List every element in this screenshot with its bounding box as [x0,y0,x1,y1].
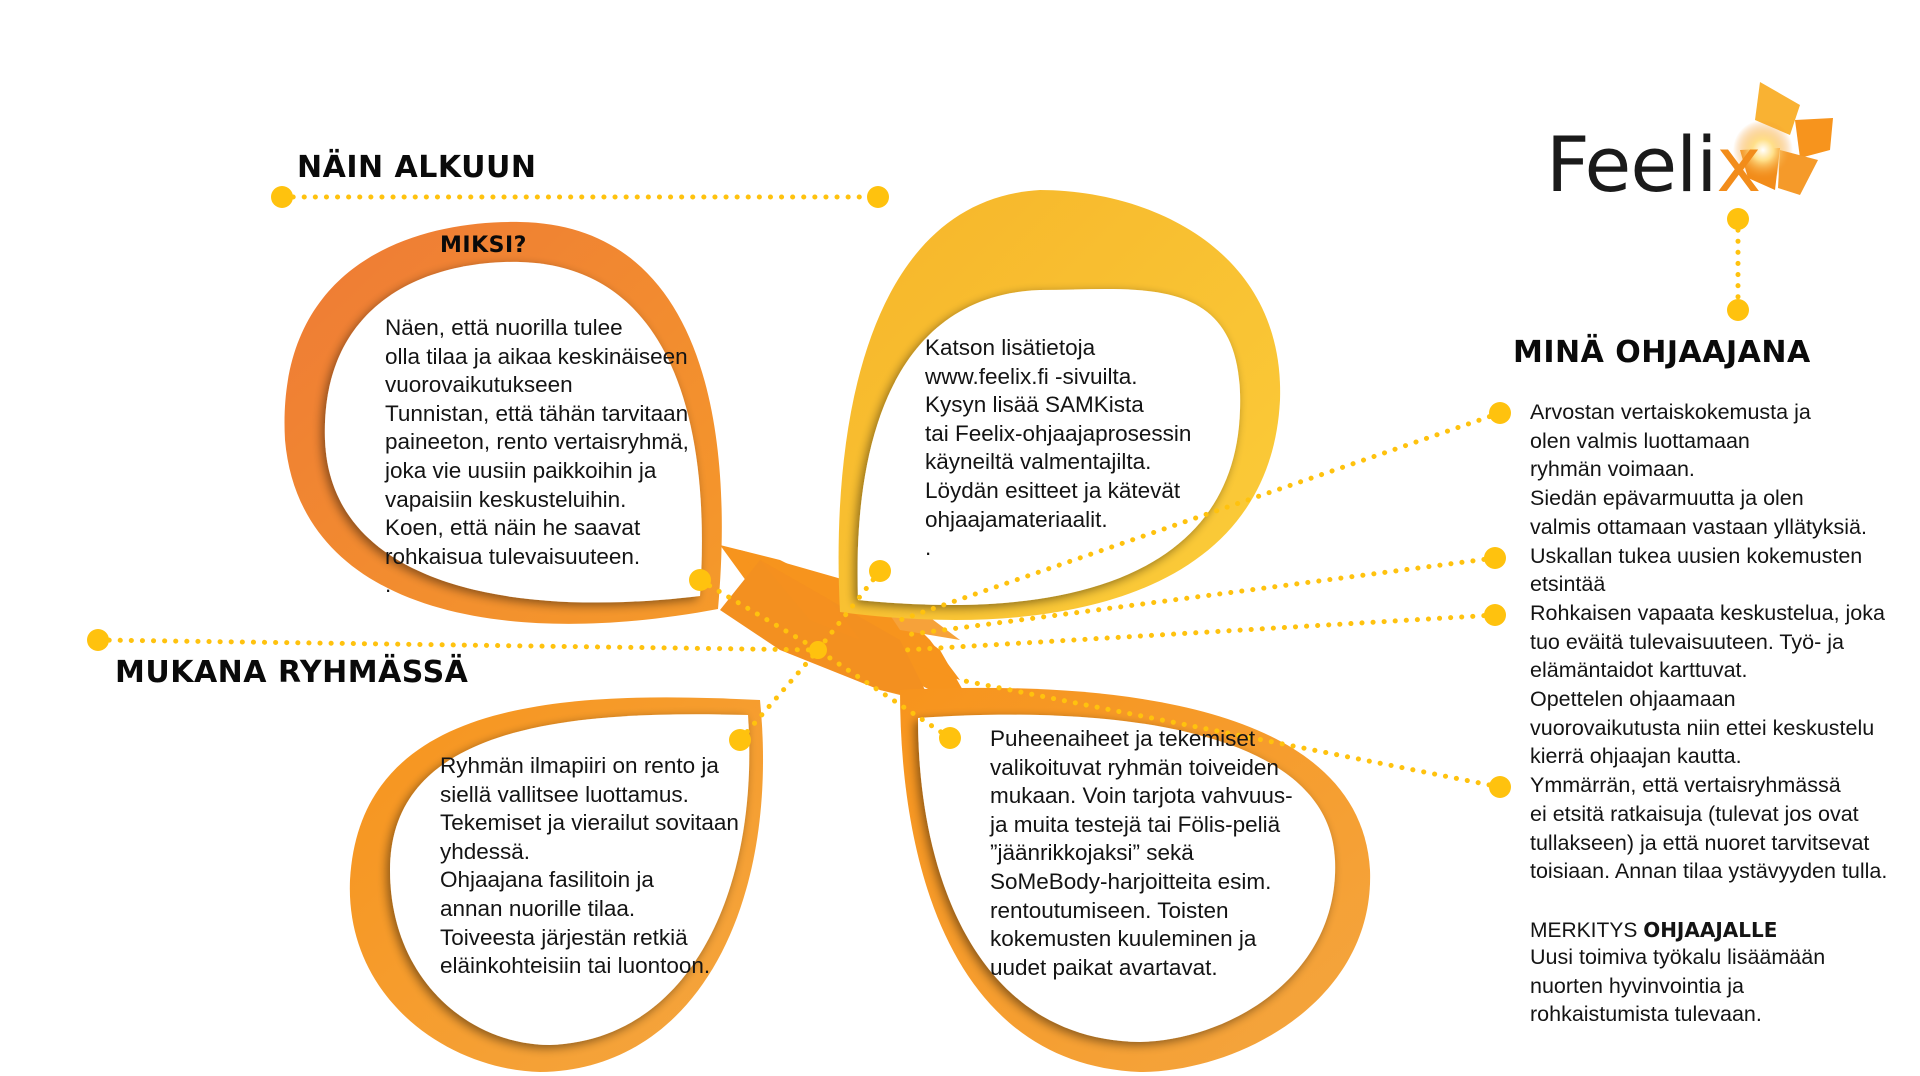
petal-bottom-left-text: Ryhmän ilmapiiri on rento ja siellä vallitsee luottamus. Tekemiset ja vierailut sovitaan yhdessä. Ohjaajana fasilitoin ja annan nuorille tilaa. Toiveesta järjestän retkiä eläinkohteisiin tai luontoon. [440,753,739,979]
logo-x-letter: x [1716,120,1761,209]
petal-top-right-text: Katson lisätietoja www.feelix.fi -sivuilta. Kysyn lisää SAMKista tai Feelix-ohjaajaprosessin käyneiltä valmentajilta. Löydän esitteet ja kätevät ohjaajamateriaalit. . [925,335,1192,561]
merkitys-heading [1530,918,1825,943]
ohjaajana-text: Arvostan vertaiskokemusta ja olen valmis luottamaan ryhmän voimaan. Siedän epävarmuutta ja olen valmis ottamaan vastaan yllätyksiä. Uskallan tukea uusien kokemusten etsintää Rohkaisen vapaata keskustelua, joka tuo eväitä tulevaisuuteen. Työ- ja elämäntaidot karttuvat. Opettelen ohjaamaan vuorovaikutusta niin ettei keskustelu kierrä ohjaajan kautta. Ymmärrän, että vertaisryhmässä ei etsitä ratkaisuja (tulevat jos ovat tullakseen) ja että nuoret tarvitsevat toisiaan. Annan tilaa ystävyyden tulla. [1530,400,1888,884]
petal-bottom-right-text: Puheenaiheet ja tekemiset valikoituvat ryhmän toiveiden mukaan. Voin tarjota vahvuus- ja muita testejä tai Fölis-peliä ”jäänrikkojaksi” sekä SoMeBody-harjoitteita esim. rentoutumiseen. Toisten kokemusten kuuleminen ja uudet paikat avartavat. [990,726,1293,980]
heading-miksi: MIKSI? [440,233,527,258]
merkitys-text: Uusi toimiva työkalu lisäämään nuorten hyvinvointia ja rohkaistumista tulevaan. [1530,945,1826,1027]
logo-word: Feeli [1546,120,1717,209]
merkitys-block [1530,918,1825,1029]
heading-mukana-ryhmassa: MUKANA RYHMÄSSÄ [115,655,469,690]
heading-nain-alkuun: NÄIN ALKUUN [297,150,537,185]
heading-mina-ohjaajana: MINÄ OHJAAJANA [1513,335,1811,370]
merkitys-prefix: MERKITYS [1530,919,1644,942]
merkitys-bold: OHJAAJALLE [1643,918,1778,942]
feelix-logo [1546,120,1761,209]
petal-top-left-text: Näen, että nuorilla tulee olla tilaa ja aikaa keskinäiseen vuorovaikutukseen Tunnistan, että tähän tarvitaan paineeton, rento vertaisryhmä, joka vie uusiin paikkoihin ja vapaisiin keskusteluihin. Koen, että näin he saavat rohkaisua tulevaisuuteen. . [385,315,689,598]
